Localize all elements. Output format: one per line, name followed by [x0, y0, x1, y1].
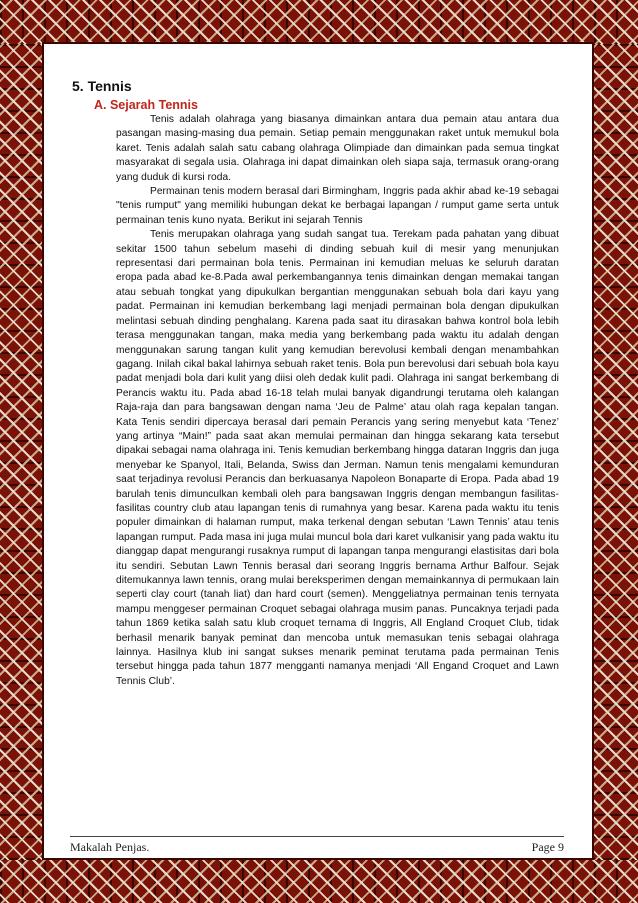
- decorative-border-left: [0, 44, 44, 860]
- footer-title: Makalah Penjas.: [70, 840, 150, 854]
- page-content: [72, 77, 560, 689]
- decorative-border-top: [0, 0, 638, 44]
- paragraph-3: Tenis merupakan olahraga yang sudah sangat tua. Terekam pada pahatan yang dibuat sekitar 1500 tahun sebelum masehi di dinding sebuah kuil di mesir yang menunjukan representasi dari permainan bola tenis. Permainan ini kemudian meluas ke seluruh daratan eropa pada abad ke-8.Pada awal perkembangannya tenis dimainkan dengan memakai tangan atau sebuah tongkat yang dipukulkan bergantian menggunakan sebuah bola dari kayu yang padat. Permainan ini kemudian berkembang lagi menjadi permainan bola dengan dipukulkan melintasi sebuah dinding penghalang. Karena pada saat itu dirasakan bahwa kontrol bola lebih terasa menggunakan tangan, maka media yang berkembang pada waktu itu adalah dengan menggunakan sarung tangan kulit yang kemudian berevolusi kembali dengan menambahkan gagang. Inilah cikal bakal lahirnya sebuah raket tenis. Bola pun berevolusi dari sebuah bola kayu padat menjadi bola dari kulit yang diisi oleh dedak kulit padi. Olahraga ini sangat berkembang di Perancis waktu itu. Pada abad 16-18 telah mulai banyak digandrungi terutama oleh kalangan Raja-raja dan para bangsawan dengan nama ‘Jeu de Palme’ atau olah raga kepalan tangan. Kata Tenis sendiri dipercaya berasal dari pemain Perancis yang sering menyebut kata ‘Tenez’ yang artinya “Main!” pada saat akan memulai permainan dan hingga sekarang kata tersebut dipakai sebagai nama olahraga ini. Tenis kemudian berkembang hingga dataran Inggris dan juga menyebar ke Spanyol, Itali, Belanda, Swiss dan Jerman. Namun tenis mengalami kemunduran saat terjadinya revolusi Perancis dan berkuasanya Napoleon Bonaparte di Eropa. Pada abad 19 barulah tenis dimunculkan kembali oleh para bangsawan Inggris dengan membangun fasilitas-fasilitas country club atau lapangan tenis di rumahnya yang besar. Karena pada waktu itu tenis populer dimainkan di halaman rumput, maka terkenal dengan sebutan ‘Lawn Tennis’ atau tenis lapangan rumput. Pada masa ini juga mulai muncul bola dari karet vulkanisir yang pada waktu itu dianggap dapat mengurangi rusaknya rumput di lapangan tanpa mengurangi elastisitas dari bola itu sendiri. Sebutan Lawn Tennis berasal dari seorang Inggris bernama Arthur Balfour. Sejak ditemukannya lawn tennis, orang mulai bereksperimen dengan memainkannya di permukaan lain seperti clay court (tanah liat) dan hard court (semen). Menggeliatnya permainan tenis ternyata mampu menggeser permainan Croquet sebagai olahraga musim panas. Puncaknya terjadi pada tahun 1869 ketika salah satu klub croquet ternama di Inggris, All England Croquet Club, tidak berhasil menarik banyak peminat dan mencoba untuk memasukan tenis sebagai olahraga lainnya. Hasilnya klub ini sangat sukses menarik peminat terutama pada permainan Tenis tersebut hingga pada tahun 1877 mengganti namanya menjadi ‘All Engand Croquet and Lawn Tennis Club’.: [116, 229, 559, 687]
- decorative-border-bottom: [0, 860, 638, 903]
- paragraph-2: Permainan tenis modern berasal dari Birmingham, Inggris pada akhir abad ke-19 sebagai "tenis rumput" yang memiliki hubungan dekat ke berbagai lapangan / rumput game serta untuk permainan tenis kuno nyata. Berikut ini sejarah Tennis: [116, 186, 559, 226]
- paragraph-1: Tenis adalah olahraga yang biasanya dimainkan antara dua pemain atau antara dua pasangan masing-masing dua pemain. Setiap pemain menggunakan raket untuk memukul bola karet. Tenis adalah salah satu cabang olahraga Olimpiade dan dimainkan pada semua tingkat masyarakat di segala usia. Olahraga ini dapat dimainkan oleh siapa saja, termasuk orang-orang yang duduk di kursi roda.: [116, 114, 559, 183]
- page-footer: [70, 836, 564, 855]
- body-text: [116, 113, 559, 689]
- page-number: Page 9: [531, 840, 564, 854]
- decorative-border-right: [594, 44, 638, 860]
- subsection-title: A. Sejarah Tennis: [94, 98, 198, 112]
- section-title: 5. Tennis: [72, 78, 132, 94]
